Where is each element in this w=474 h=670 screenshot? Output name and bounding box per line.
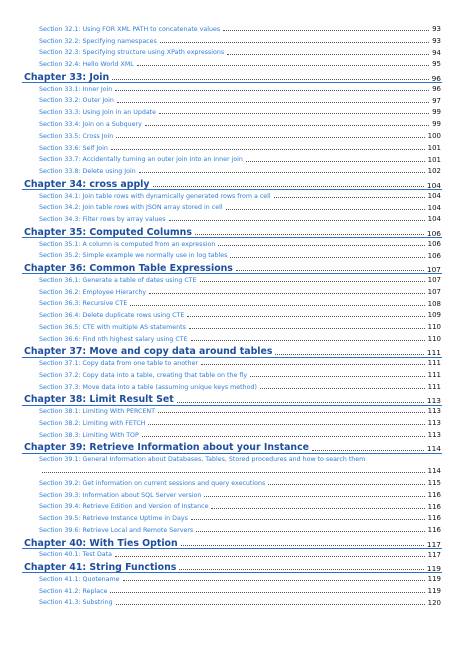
toc-section-entry[interactable] (0, 201, 474, 212)
chapter-title[interactable]: Chapter 35: Computed Columns (24, 226, 192, 238)
dot-leader (115, 89, 429, 91)
dot-leader (201, 363, 425, 365)
toc-section-entry[interactable] (0, 94, 474, 105)
dot-leader (211, 507, 424, 509)
toc-section-entry[interactable] (0, 584, 474, 595)
page-number: 97 (432, 96, 441, 105)
toc-section-entry[interactable] (0, 297, 474, 308)
dot-leader (158, 411, 425, 413)
page-number: 94 (432, 48, 441, 57)
page-number: 95 (432, 60, 441, 69)
page-number: 107 (426, 264, 441, 274)
page-number: 113 (427, 431, 441, 439)
dot-leader (189, 327, 425, 329)
dot-leader (200, 280, 425, 282)
page-number: 101 (427, 143, 441, 152)
dot-leader (196, 530, 424, 532)
dot-leader (230, 256, 424, 258)
toc-chapter-entry[interactable] (0, 392, 474, 405)
toc-section-entry[interactable] (0, 548, 474, 559)
toc-section-entry[interactable] (0, 320, 474, 331)
page-number: 111 (427, 371, 441, 380)
dot-leader (268, 483, 424, 485)
dot-leader (195, 233, 424, 235)
page-number: 116 (427, 502, 441, 511)
page-number: 113 (427, 419, 441, 428)
section-title[interactable]: Section 33.8: Delete using Join (39, 168, 136, 176)
dot-leader (153, 185, 424, 187)
toc-section-entry[interactable] (0, 189, 474, 200)
dot-leader (236, 269, 424, 271)
page-number: 100 (427, 132, 441, 140)
toc-section-entry[interactable] (0, 572, 474, 583)
toc-section-entry[interactable] (0, 237, 474, 248)
toc-section-entry[interactable] (0, 404, 474, 415)
dot-leader (204, 495, 424, 497)
section-title[interactable]: Section 33.3: Using Join in an Update (39, 109, 157, 117)
toc-section-entry[interactable] (0, 332, 474, 343)
chapter-title[interactable]: Chapter 39: Retrieve Information about your Instance (24, 442, 309, 454)
dot-leader (149, 292, 424, 294)
toc-section-entry[interactable] (0, 34, 474, 45)
dot-leader (179, 568, 424, 570)
section-title[interactable]: Section 38.2: Limiting with FETCH (39, 419, 146, 427)
toc-section-entry[interactable] (0, 273, 474, 284)
toc-chapter-entry[interactable] (0, 69, 474, 82)
section-title[interactable]: Section 34.3: Filter rows by array values (39, 216, 166, 224)
section-title[interactable]: Section 33.6: Self Join (39, 144, 108, 152)
dot-leader (191, 339, 425, 341)
page-number: 111 (426, 348, 441, 358)
page-number: 96 (432, 84, 441, 93)
toc-chapter-entry[interactable] (0, 344, 474, 357)
section-title[interactable]: Section 39.3: Information about SQL Server version (39, 491, 202, 499)
page-number: 96 (431, 73, 441, 83)
toc-chapter-entry[interactable] (0, 559, 474, 572)
page-number: 101 (427, 155, 441, 164)
dot-leader (130, 304, 424, 306)
dot-leader (246, 160, 425, 162)
toc-chapter-entry[interactable] (0, 224, 474, 237)
page-number: 104 (427, 215, 441, 224)
section-title[interactable]: Section 34.2: Join table rows with JSON array stored in cell (39, 204, 223, 212)
toc-section-entry[interactable] (0, 141, 474, 152)
page-number: 93 (432, 36, 441, 45)
page-number: 114 (426, 444, 441, 454)
toc-chapter-entry[interactable] (0, 176, 474, 189)
dot-leader (160, 41, 429, 43)
dot-leader (169, 219, 425, 221)
toc-section-entry[interactable] (0, 212, 474, 223)
section-title[interactable]: Section 39.1: General Information about Databases, Tables, Stored procedures and how to search them (39, 456, 366, 464)
toc-section-entry[interactable] (0, 476, 474, 487)
dot-leader (187, 315, 424, 317)
page-number: 110 (427, 323, 441, 332)
dot-leader (275, 353, 423, 355)
toc-section-entry[interactable] (0, 153, 474, 164)
page-number: 106 (427, 239, 441, 248)
section-title[interactable]: Section 33.4: Join on a Subquery (39, 120, 142, 128)
section-title[interactable]: Section 34.1: Join table rows with dynamically generated rows from a cell (39, 192, 271, 200)
page-number: 104 (427, 191, 441, 200)
section-title[interactable]: Section 36.2: Employee Hierarchy (39, 288, 147, 296)
section-title[interactable]: Section 39.2: Get information on current sessions and query executions (39, 479, 266, 487)
section-title[interactable]: Section 37.1: Copy data from one table to another (39, 360, 198, 368)
section-title[interactable]: Section 36.6: Find nth highest salary using CTE (39, 335, 188, 343)
toc-section-entry[interactable] (0, 596, 474, 607)
section-title[interactable]: Section 37.2: Copy data into a table, creating that table on the fly (39, 371, 248, 379)
section-title[interactable]: Section 33.1: Inner Join (39, 85, 113, 93)
dot-leader (218, 244, 424, 246)
toc-section-entry[interactable] (0, 368, 474, 379)
page-number: 99 (432, 108, 441, 117)
dot-leader (274, 196, 425, 198)
page-number: 104 (427, 203, 441, 212)
page-number: 106 (426, 228, 441, 238)
page-number: 104 (426, 180, 441, 190)
section-title[interactable]: Section 36.4: Delete duplicate rows using CTE (39, 312, 185, 320)
toc-section-entry[interactable] (0, 452, 474, 463)
dot-leader (159, 112, 429, 114)
chapter-title[interactable]: Chapter 38: Limit Result Set (24, 394, 174, 406)
toc-section-entry[interactable] (0, 129, 474, 140)
section-title[interactable]: Section 32.4: Hello World XML (39, 61, 134, 69)
page-number: 107 (427, 276, 441, 284)
page-number: 120 (427, 598, 441, 607)
page-number: 117 (427, 550, 441, 559)
chapter-title[interactable]: Chapter 34: cross apply (24, 178, 150, 190)
dot-leader (250, 375, 425, 377)
dot-leader (142, 435, 425, 437)
section-title[interactable]: Section 32.3: Specifying structure using XPath expressions (39, 49, 225, 57)
toc-section-entry[interactable] (0, 308, 474, 319)
toc-section-entry[interactable] (0, 249, 474, 260)
toc-section-entry[interactable] (0, 356, 474, 367)
dot-leader (226, 208, 425, 210)
page-number: 107 (427, 287, 441, 296)
toc-section-entry[interactable] (0, 464, 474, 475)
toc-section-entry[interactable] (0, 82, 474, 93)
dot-leader (111, 148, 425, 150)
page-number: 116 (427, 514, 441, 523)
dot-leader (312, 449, 424, 451)
page-number: 110 (427, 335, 441, 343)
toc-section-entry[interactable] (0, 57, 474, 68)
toc-section-entry[interactable] (0, 511, 474, 522)
page-number: 106 (427, 251, 441, 260)
toc-section-entry[interactable] (0, 523, 474, 534)
section-title[interactable]: Section 41.2: Replace (39, 587, 108, 595)
section-title[interactable]: Section 35.1: A column is computed from an expression (39, 240, 216, 248)
toc-section-entry[interactable] (0, 164, 474, 175)
toc-section-entry[interactable] (0, 416, 474, 427)
section-title[interactable]: Section 36.5: CTE with multiple AS statements (39, 323, 186, 331)
page-number: 119 (427, 575, 441, 583)
toc-section-entry[interactable] (0, 500, 474, 511)
chapter-title[interactable]: Chapter 36: Common Table Expressions (24, 262, 233, 274)
toc-chapter-entry[interactable] (0, 260, 474, 273)
page-number: 111 (427, 359, 441, 368)
chapter-title[interactable]: Chapter 33: Join (24, 71, 110, 83)
section-title[interactable]: Section 33.2: Outer Join (39, 97, 114, 105)
page-number: 119 (426, 563, 441, 573)
page-number: 116 (427, 490, 441, 499)
dot-leader (116, 603, 425, 605)
section-title[interactable]: Section 32.1: Using FOR XML PATH to concatenate values (39, 25, 221, 33)
section-title[interactable]: Section 39.4: Retrieve Edition and Version of Instance (39, 503, 209, 511)
section-title[interactable]: Section 33.5: Cross Join (39, 132, 114, 140)
section-title[interactable]: Section 35.2: Simple example we normally use in log tables (39, 252, 228, 260)
section-title[interactable]: Section 41.3: Substring (39, 599, 113, 607)
page-number: 117 (426, 539, 441, 549)
dot-leader (110, 591, 424, 593)
dot-leader (116, 136, 424, 138)
dot-leader (117, 101, 429, 103)
section-title[interactable]: Section 38.3: Limiting With TOP (39, 431, 139, 439)
page-number: 116 (427, 526, 441, 535)
dot-leader (145, 124, 429, 126)
section-title[interactable]: Section 33.7: Accidentally turning an outer join into an inner join (39, 156, 243, 164)
dot-leader (227, 53, 429, 55)
dot-leader (191, 518, 425, 520)
toc-section-entry[interactable] (0, 285, 474, 296)
section-title[interactable]: Section 40.1: Test Data (39, 551, 112, 559)
dot-leader (123, 579, 425, 581)
dot-leader (115, 555, 425, 557)
toc-chapter-entry[interactable] (0, 535, 474, 548)
dot-leader (112, 78, 428, 80)
toc-section-entry[interactable] (0, 488, 474, 499)
section-title[interactable]: Section 36.3: Recursive CTE (39, 300, 128, 308)
page-number: 111 (427, 383, 441, 391)
toc-section-entry[interactable] (0, 117, 474, 128)
dot-leader (177, 401, 424, 403)
chapter-title[interactable]: Chapter 37: Move and copy data around tables (24, 346, 273, 358)
chapter-title[interactable]: Chapter 41: String Functions (24, 561, 177, 573)
dot-leader (137, 64, 429, 66)
page-number: 114 (427, 467, 441, 476)
dot-leader (260, 387, 425, 389)
page-number: 119 (427, 586, 441, 595)
section-title[interactable]: Section 36.1: Generate a table of dates using CTE (39, 276, 197, 284)
page-number: 99 (432, 120, 441, 129)
page-number: 102 (427, 167, 441, 176)
section-title[interactable]: Section 38.1: Limiting With PERCENT (39, 408, 155, 416)
section-title[interactable]: Section 39.5: Retrieve Instance Uptime in Days (39, 515, 188, 523)
page-number: 113 (427, 407, 441, 416)
dot-leader (42, 471, 425, 473)
toc-section-entry[interactable] (0, 105, 474, 116)
dot-leader (148, 423, 424, 425)
section-title[interactable]: Section 39.6: Retrieve Local and Remote Servers (39, 526, 194, 534)
page-number: 115 (427, 479, 441, 487)
dot-leader (181, 544, 424, 546)
page-number: 108 (427, 299, 441, 308)
toc-chapter-entry[interactable] (0, 440, 474, 453)
section-title[interactable]: Section 32.2: Specifying namespaces (39, 37, 157, 45)
toc-section-entry[interactable] (0, 380, 474, 391)
toc-section-entry[interactable] (0, 22, 474, 33)
dot-leader (223, 29, 429, 31)
dot-leader (139, 171, 425, 173)
section-title[interactable]: Section 41.1: Quotename (39, 575, 120, 583)
section-title[interactable]: Section 37.3: Move data into a table (assuming unique keys method) (39, 383, 257, 391)
toc-section-entry[interactable] (0, 46, 474, 57)
toc-section-entry[interactable] (0, 428, 474, 439)
page-number: 113 (426, 396, 441, 406)
page-number: 93 (432, 25, 441, 33)
chapter-title[interactable]: Chapter 40: With Ties Option (24, 537, 178, 549)
page-number: 109 (427, 311, 441, 320)
